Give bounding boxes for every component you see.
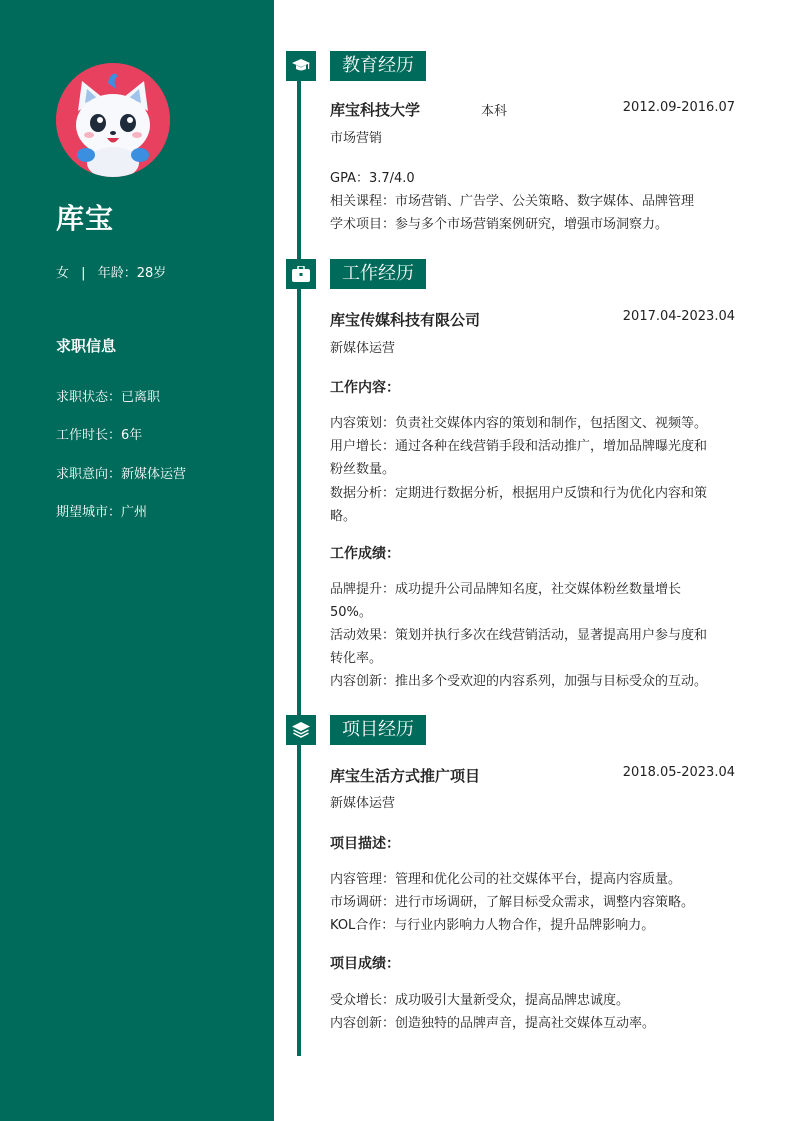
gpa: GPA：3.7/4.0 <box>330 171 415 186</box>
company-name: 库宝传媒科技有限公司 <box>330 311 481 329</box>
layers-icon <box>286 715 316 745</box>
timeline-line <box>297 66 301 1056</box>
project-name: 库宝生活方式推广项目 <box>330 767 481 785</box>
project-header: 项目经历 <box>330 715 426 745</box>
work-content-line: 粉丝数量。 <box>330 462 396 477</box>
work-achievement-line: 活动效果：策划并执行多次在线营销活动，显著提高用户参与度和 <box>330 628 708 643</box>
basic-info <box>56 262 166 281</box>
work-achievement-line: 内容创新：推出多个受欢迎的内容系列，加强与目标受众的互动。 <box>330 674 708 689</box>
project-role: 新媒体运营 <box>330 796 396 811</box>
work-achievement-line: 50%。 <box>330 605 372 620</box>
project-result-line: 内容创新：创造独特的品牌声音，提高社交媒体互动率。 <box>330 1016 656 1031</box>
courses: 相关课程：市场营销、广告学、公关策略、数字媒体、品牌管理 <box>330 194 695 209</box>
sidebar <box>0 0 274 1121</box>
job-info-title: 求职信息 <box>56 337 117 355</box>
expected-city: 期望城市：广州 <box>56 505 148 520</box>
work-period: 2017.04-2023.04 <box>622 309 735 324</box>
work-role: 新媒体运营 <box>330 341 396 356</box>
project-desc-line: 内容管理：管理和优化公司的社交媒体平台，提高内容质量。 <box>330 872 682 887</box>
age: 年龄：28岁 <box>97 266 167 281</box>
separator: | <box>81 266 86 281</box>
academic-projects: 学术项目：参与多个市场营销案例研究，增强市场洞察力。 <box>330 217 669 232</box>
candidate-name: 库宝 <box>56 202 115 235</box>
graduation-cap-icon <box>286 51 316 81</box>
project-desc-title: 项目描述： <box>330 836 400 852</box>
job-intent: 求职意向：新媒体运营 <box>56 467 187 482</box>
project-desc-line: 市场调研：进行市场调研，了解目标受众需求，调整内容策略。 <box>330 895 695 910</box>
briefcase-icon <box>286 259 316 289</box>
education-period: 2012.09-2016.07 <box>622 100 735 115</box>
work-achievements-title: 工作成绩： <box>330 546 400 562</box>
project-result-line: 受众增长：成功吸引大量新受众，提高品牌忠诚度。 <box>330 993 630 1008</box>
project-results-title: 项目成绩： <box>330 956 400 972</box>
work-content-line: 数据分析：定期进行数据分析，根据用户反馈和行为优化内容和策 <box>330 486 708 501</box>
work-header: 工作经历 <box>330 259 426 289</box>
job-status: 求职状态：已离职 <box>56 390 161 405</box>
cat-mascot-icon <box>56 63 170 177</box>
work-content-line: 略。 <box>330 509 357 524</box>
degree: 本科 <box>481 104 508 119</box>
gender: 女 <box>56 266 70 281</box>
major: 市场营销 <box>330 131 383 146</box>
work-achievement-line: 品牌提升：成功提升公司品牌知名度，社交媒体粉丝数量增长 <box>330 582 682 597</box>
school-name: 库宝科技大学 <box>330 101 421 119</box>
work-achievement-line: 转化率。 <box>330 651 383 666</box>
project-desc-line: KOL合作：与行业内影响力人物合作，提升品牌影响力。 <box>330 918 655 933</box>
work-content-title: 工作内容： <box>330 380 400 396</box>
avatar <box>56 63 170 177</box>
work-content-line: 内容策划：负责社交媒体内容的策划和制作，包括图文、视频等。 <box>330 416 708 431</box>
education-header: 教育经历 <box>330 51 426 81</box>
project-period: 2018.05-2023.04 <box>622 765 735 780</box>
work-duration: 工作时长：6年 <box>56 428 143 443</box>
work-content-line: 用户增长：通过各种在线营销手段和活动推广，增加品牌曝光度和 <box>330 439 708 454</box>
